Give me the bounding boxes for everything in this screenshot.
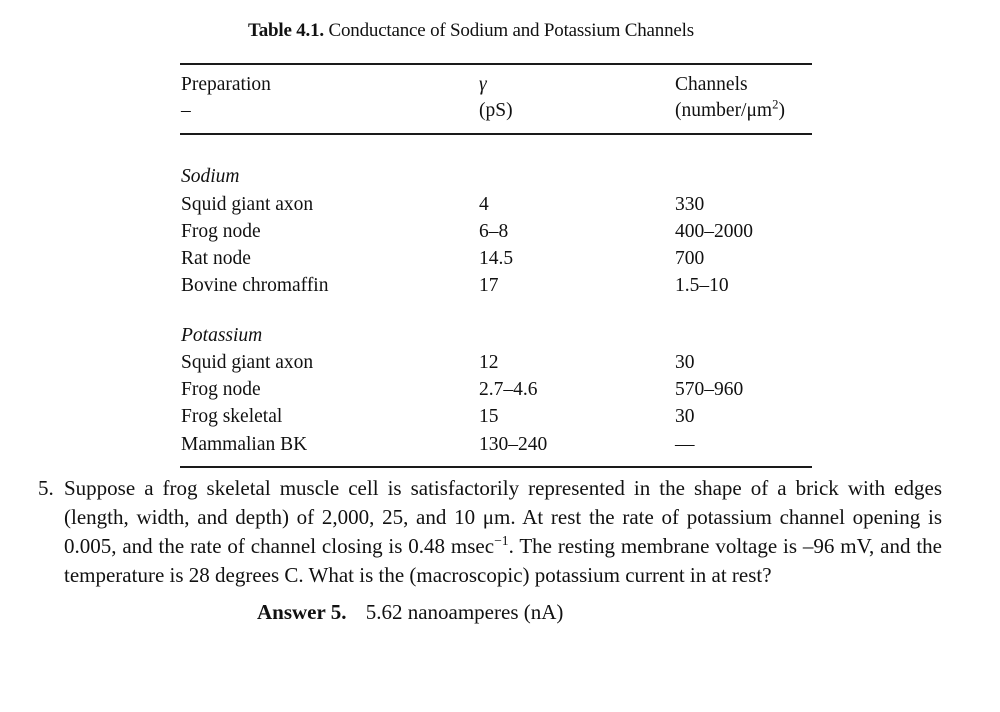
table-top-rule (180, 63, 812, 65)
table-bottom-rule (180, 466, 812, 468)
problem-5 (38, 474, 942, 590)
table-row-potassium-0-preparation: Squid giant axon (181, 352, 314, 373)
table-row-potassium-1-gamma: 2.7–4.6 (479, 379, 538, 400)
table-row-potassium-3-preparation: Mammalian BK (181, 434, 308, 455)
problem-text: Suppose a frog skeletal muscle cell is satisfactorily represented in the shape of a brick with edges (length, width, and depth) of 2,000, 25, and 10 μm. At rest the rate of potassium channel opening is 0.005, and the rate of channel closing is 0.48 msec$^{-1}$. The resting membrane voltage is –96 mV, and the temperature is 28 degrees C. What is the (macroscopic) potassium current in at rest? (64, 476, 942, 587)
table-row-sodium-0-channels: 330 (675, 194, 705, 215)
section-title-sodium: Sodium (181, 166, 240, 187)
table-row-sodium-1-preparation: Frog node (181, 221, 261, 242)
problem-number: 5. (38, 476, 54, 500)
table-row-potassium-0-channels: 30 (675, 352, 695, 373)
table-row-sodium-3-channels: 1.5–10 (675, 275, 729, 296)
header-preparation: Preparation (181, 74, 271, 95)
table-row-potassium-1-preparation: Frog node (181, 379, 261, 400)
table-row-sodium-2-gamma: 14.5 (479, 248, 514, 269)
table-row-sodium-1-channels: 400–2000 (675, 221, 753, 242)
table-row-potassium-0-gamma: 12 (479, 352, 499, 373)
header-channels-unit: $(number/\mu m^2)$ (675, 97, 785, 121)
table-caption (248, 20, 694, 42)
table-row-sodium-2-preparation: Rat node (181, 248, 251, 269)
header-gamma-unit: (pS) (479, 100, 513, 121)
table-header-rule (180, 133, 812, 135)
table-row-potassium-2-channels: 30 (675, 406, 695, 427)
table-row-potassium-3-channels: — (675, 434, 695, 455)
table-row-sodium-3-gamma: 17 (479, 275, 499, 296)
table-row-sodium-0-preparation: Squid giant axon (181, 194, 314, 215)
table-row-sodium-1-gamma: 6–8 (479, 221, 509, 242)
table-row-potassium-2-gamma: 15 (479, 406, 499, 427)
answer-value: 5.62 nanoamperes (nA) (365, 600, 564, 624)
header-preparation-sub: – (181, 100, 191, 121)
table-row-potassium-3-gamma: 130–240 (479, 434, 548, 455)
header-gamma: γ (479, 74, 487, 95)
table-row-potassium-1-channels: 570–960 (675, 379, 744, 400)
table-caption-label: Table 4.1. (248, 20, 324, 41)
table-row-potassium-2-preparation: Frog skeletal (181, 406, 283, 427)
table-caption-text: Conductance of Sodium and Potassium Channels (328, 20, 694, 41)
table-row-sodium-3-preparation: Bovine chromaffin (181, 275, 329, 296)
answer-5 (257, 600, 563, 625)
section-title-potassium: Potassium (181, 325, 263, 346)
answer-label: Answer 5. (257, 600, 347, 624)
header-channels: Channels (675, 74, 748, 95)
table-row-sodium-0-gamma: 4 (479, 194, 489, 215)
table-row-sodium-2-channels: 700 (675, 248, 705, 269)
